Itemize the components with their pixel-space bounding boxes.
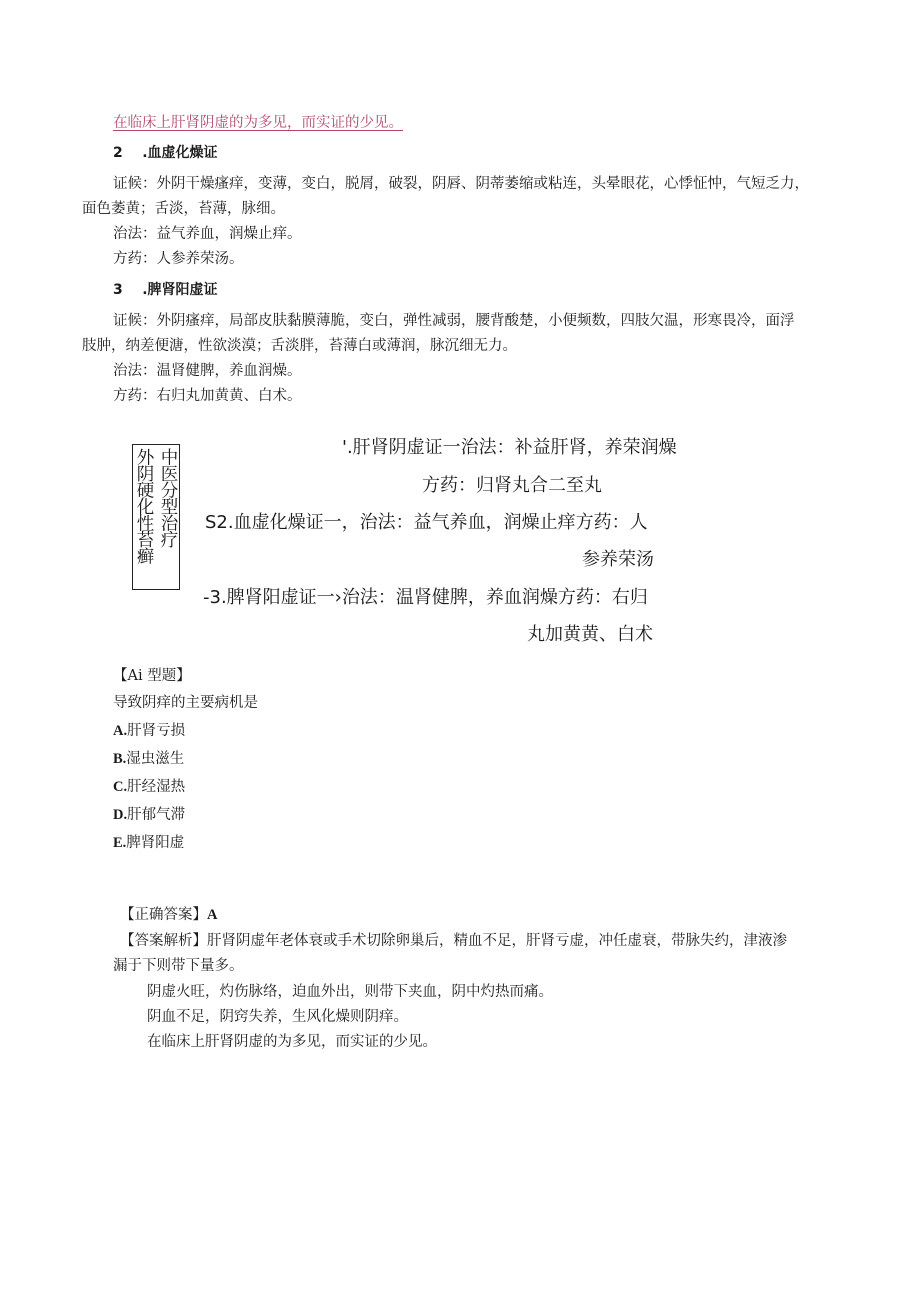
question-type-label: 【Ai 型题】 (113, 668, 191, 684)
option-letter: E. (113, 835, 127, 851)
summary-box-col-tcm: 中医分型治疗 (158, 448, 178, 547)
option-letter: A. (113, 723, 128, 739)
section-2-symptoms-line2: 面色萎黄；舌淡，苔薄，脉细。 (82, 201, 285, 217)
option-text: 肝肾亏损 (127, 723, 186, 739)
section-3-symptoms-line2: 肢肿，纳差便溏，性欲淡漠；舌淡胖，苔薄白或薄润，脉沉细无力。 (82, 338, 517, 354)
option-d (113, 805, 185, 825)
option-text: 肝经湿热 (127, 779, 186, 795)
option-letter: D. (113, 807, 128, 823)
summary-line-1: '.肝肾阴虚证一治法：补益肝肾，养荣润燥 (342, 437, 677, 458)
option-letter: C. (113, 779, 128, 795)
answer-paragraph-1: 阴虚火旺，灼伤脉络，迫血外出，则带下夹血，阴中灼热而痛。 (147, 984, 553, 1000)
summary-box-col-disease: 外阴硬化性苔癣 (134, 448, 154, 564)
section-3-symptoms-line1: 证候：外阴瘙痒，局部皮肤黏膜薄脆，变白，弹性减弱，腰背酸楚，小便频数，四肢欠温，形寒畏冷，面浮 (113, 313, 795, 329)
summary-line-3: S2.血虚化燥证一，治法：益气养血，润燥止痒方药：人 (205, 512, 648, 533)
option-b (113, 749, 184, 769)
section-3-prescription: 方药：右归丸加黄黄、白术。 (113, 388, 302, 404)
summary-line-4: 参养荣汤 (582, 549, 654, 570)
answer-analysis-label: 【答案解析】 (120, 933, 207, 949)
summary-line-2: 方药：归肾丸合二至丸 (422, 475, 602, 496)
summary-title-box (132, 444, 180, 590)
answer-analysis-text: 肝肾阴虚年老体衰或手术切除卵巢后，精血不足，肝肾亏虚，冲任虚衰，带脉失约，津液渗 (207, 933, 787, 949)
answer-paragraph-3: 在临床上肝肾阴虚的为多见，而实证的少见。 (147, 1034, 437, 1050)
question-stem: 导致阴痒的主要病机是 (113, 695, 258, 711)
option-text: 肝郁气滞 (127, 807, 186, 823)
section-2-prescription: 方药：人参养荣汤。 (113, 251, 244, 267)
answer-analysis-line2: 漏于下则带下量多。 (113, 958, 244, 974)
correct-answer (120, 905, 217, 925)
answer-paragraph-2: 阴血不足，阴窍失养，生风化燥则阴痒。 (147, 1009, 408, 1025)
correct-answer-value: A (207, 907, 218, 923)
option-text: 湿虫滋生 (126, 751, 185, 767)
summary-line-6: 丸加黄黄、白术 (527, 624, 653, 645)
section-2-treatment: 治法：益气养血，润燥止痒。 (113, 226, 302, 242)
correct-answer-label: 【正确答案】 (120, 907, 207, 923)
top-note: 在临床上肝肾阴虚的为多见，而实证的少见。 (113, 115, 403, 131)
option-letter: B. (113, 751, 127, 767)
section-2-heading: 2 .血虚化燥证 (113, 145, 218, 161)
option-text: 脾肾阳虚 (126, 835, 185, 851)
section-3-treatment: 治法：温肾健脾，养血润燥。 (113, 363, 302, 379)
section-2-symptoms-line1: 证候：外阴干燥瘙痒，变薄，变白，脱屑，破裂，阴唇、阴蒂萎缩或粘连，头晕眼花，心悸怔忡，气短乏力， (113, 176, 809, 192)
summary-line-5: -3.脾肾阳虚证一›治法：温肾健脾，养血润燥方药：右归 (203, 587, 648, 608)
option-c (113, 777, 185, 797)
option-a (113, 721, 185, 741)
answer-analysis-line1 (120, 931, 787, 951)
option-e (113, 833, 184, 853)
section-3-heading: 3 .脾肾阳虚证 (113, 282, 218, 298)
